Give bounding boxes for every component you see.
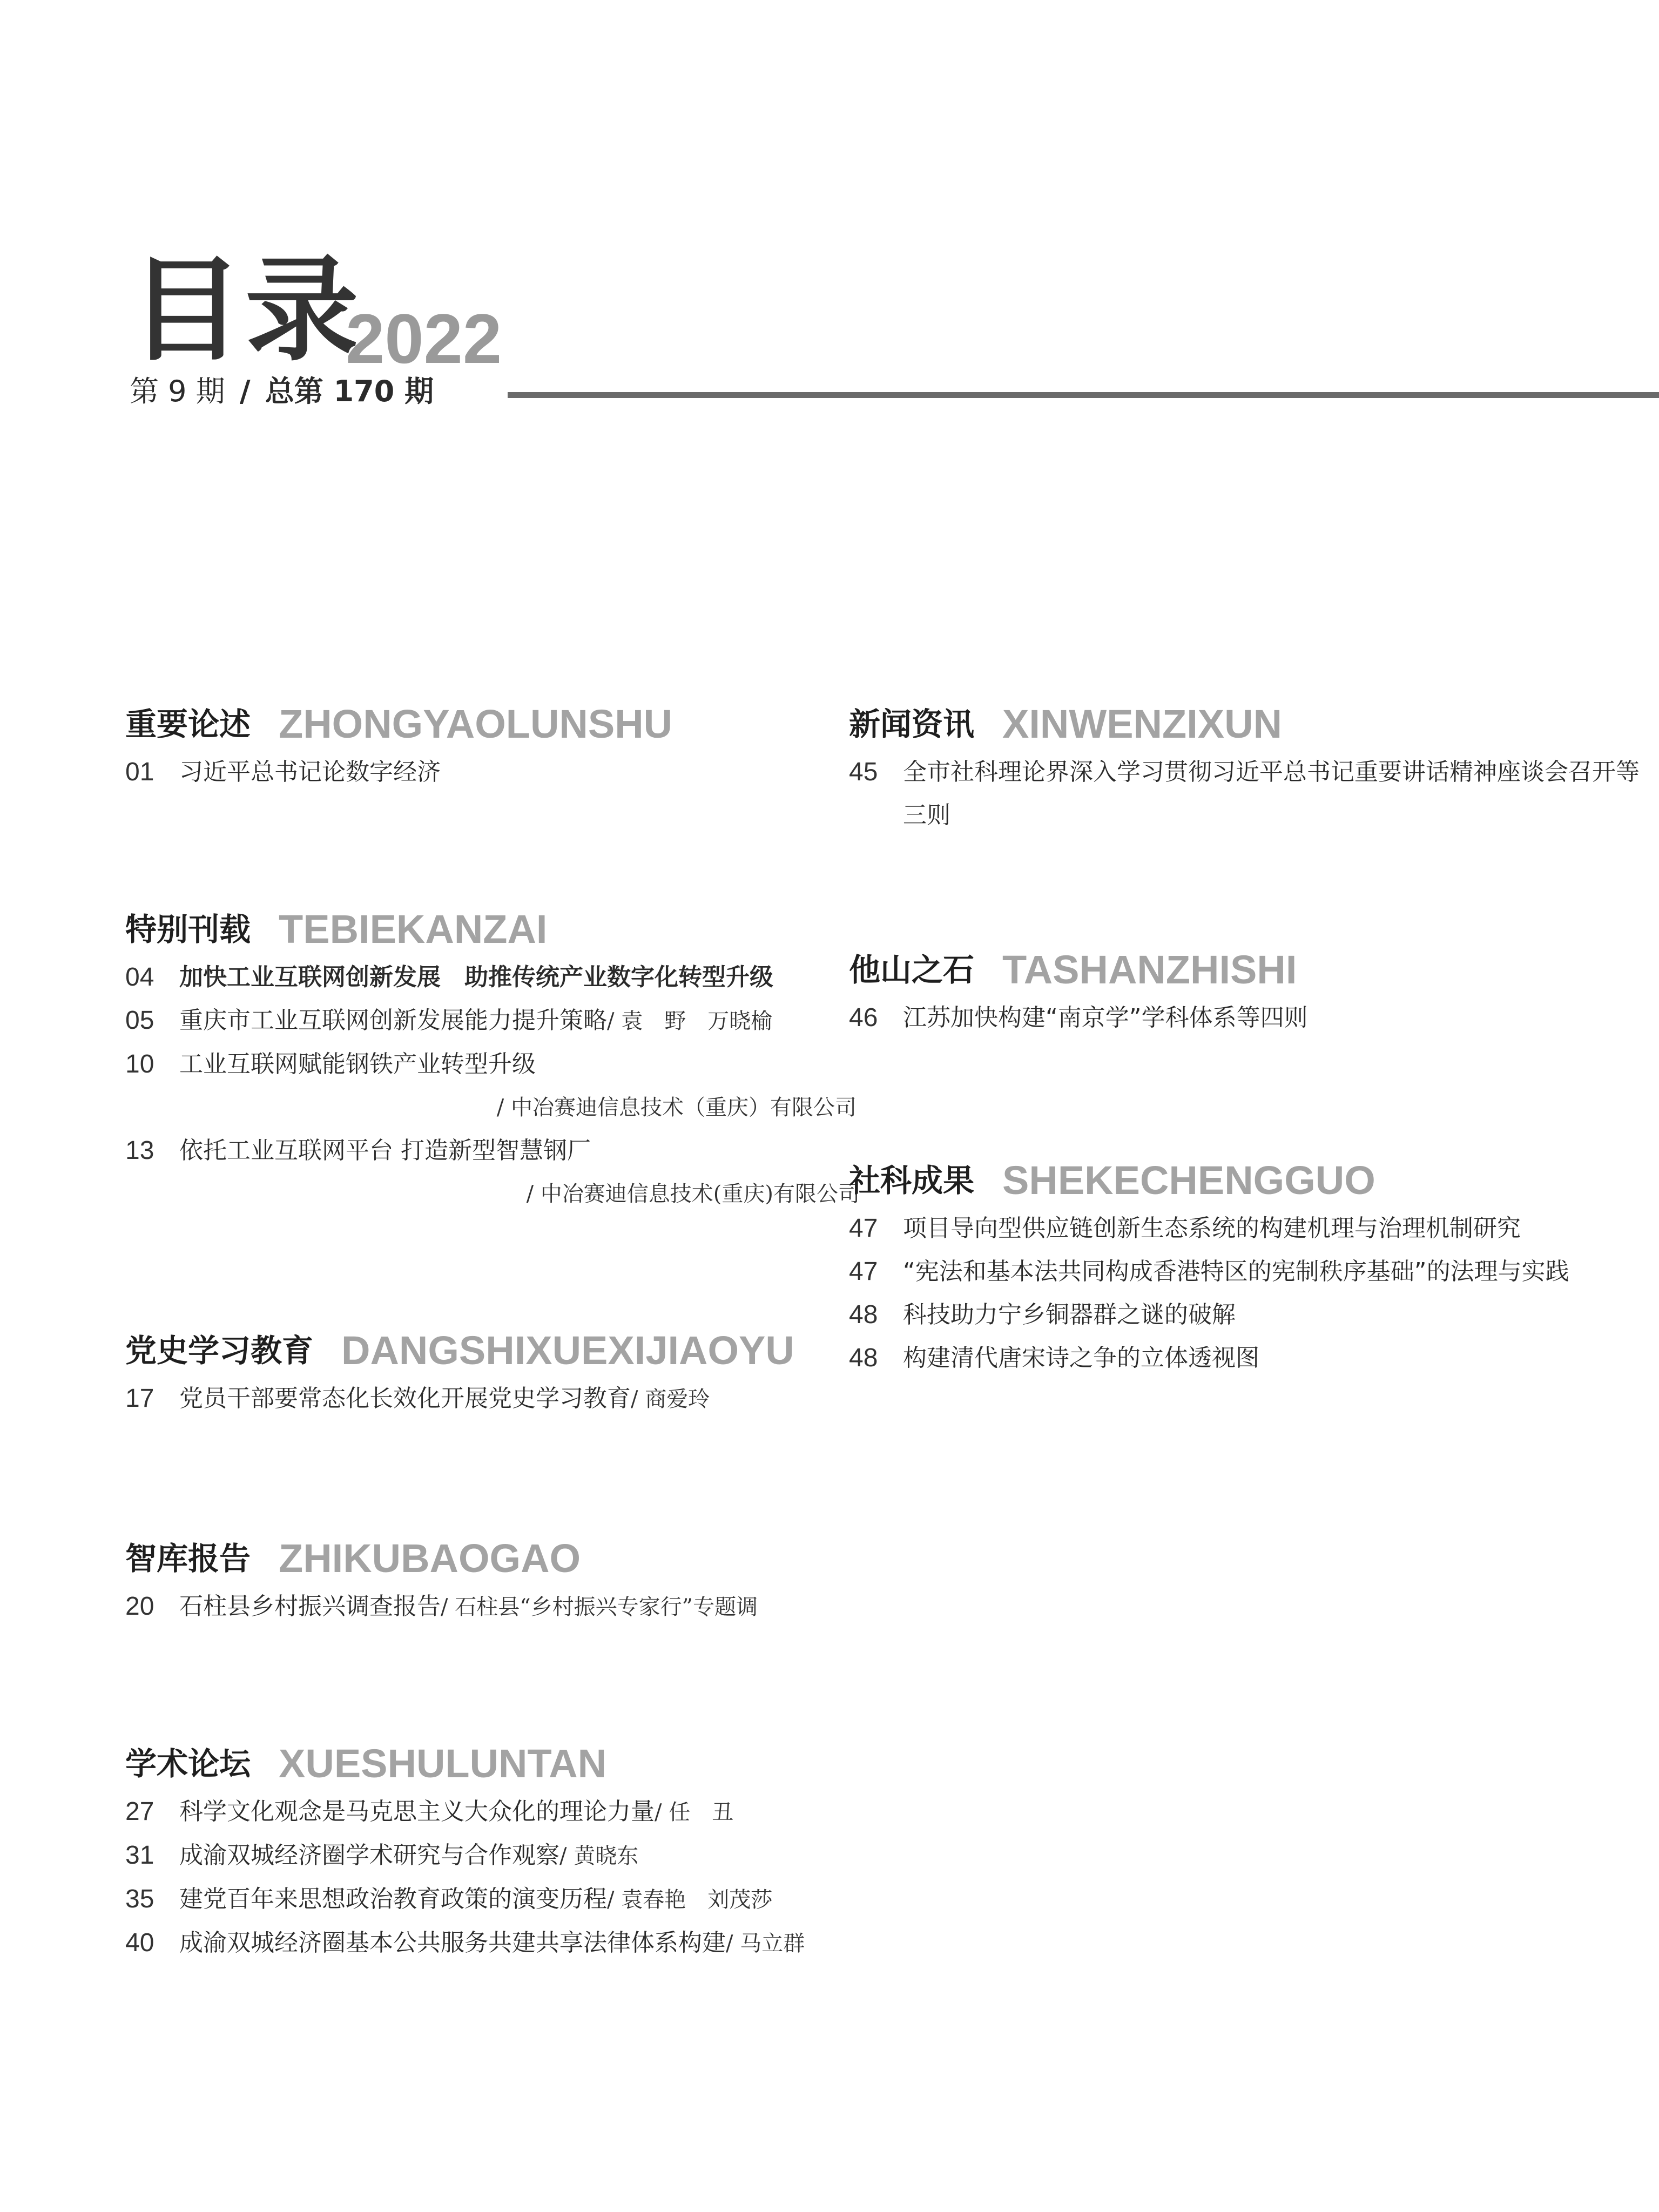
article-author: / 任 丑 [655,1800,734,1825]
page-number: 47 [849,1214,878,1243]
page-number: 10 [125,1050,154,1078]
section-header [849,697,1659,751]
article-author: / 中冶赛迪信息技术(重庆)有限公司 [526,1182,860,1206]
article-title: 成渝双城经济圈学术研究与合作观察 [179,1842,559,1869]
toc-entry[interactable] [125,1790,844,1834]
section-zhongyaolunshu [125,697,844,794]
article-title: 科学文化观念是马克思主义大众化的理论力量 [179,1798,655,1825]
total-issue-number: 总第 170 期 [265,374,434,408]
section-xueshuluntan [125,1736,844,1965]
section-xinwenzixun [849,697,1659,837]
page-number: 04 [125,963,154,992]
page-number: 05 [125,1006,154,1035]
section-title-cn: 智库报告 [125,1540,251,1577]
article-title: 项目导向型供应链创新生态系统的构建机理与治理机制研究 [903,1215,1521,1242]
article-title-continued: 三则 [903,801,950,829]
section-title-cn: 党史学习教育 [125,1332,314,1369]
section-title-cn: 重要论述 [125,705,251,743]
article-author: / 中冶赛迪信息技术（重庆）有限公司 [496,1095,857,1120]
toc-entry[interactable] [849,1250,1659,1293]
section-tebiekanzai [125,902,860,1216]
article-author: / 袁 野 万晓榆 [607,1009,773,1034]
toc-entry[interactable] [125,999,844,1043]
article-author: / 马立群 [726,1931,805,1956]
section-shekechengguo [849,1153,1659,1380]
section-header [849,1153,1659,1207]
article-title: 石柱县乡村振兴调查报告 [179,1593,441,1620]
article-title: 成渝双城经济圈基本公共服务共建共享法律体系构建 [179,1929,726,1957]
toc-entry[interactable] [125,1377,844,1421]
section-header [125,1323,844,1377]
toc-entry[interactable] [849,1207,1659,1250]
section-header [125,1736,844,1790]
section-tashanzhishi [849,942,1659,1040]
section-title-cn: 特别刊载 [125,911,251,948]
issue-number: 第 9 期 [130,374,225,408]
article-author: / 商爱玲 [631,1387,710,1412]
section-title-cn: 他山之石 [849,951,975,988]
section-title-en: ZHONGYAOLUNSHU [279,701,673,746]
page-number: 40 [125,1928,154,1957]
article-author: / 黄晓东 [559,1844,639,1869]
toc-entry[interactable] [125,956,844,999]
page-number: 01 [125,758,154,786]
article-title: 党员干部要常态化长效化开展党史学习教育 [179,1385,631,1412]
article-author: / 袁春艳 刘茂莎 [607,1887,773,1912]
article-title: 加快工业互联网创新发展 助推传统产业数字化转型升级 [179,963,773,991]
article-title: 建党百年来思想政治教育政策的演变历程 [179,1885,607,1913]
article-title: 江苏加快构建“南京学”学科体系等四则 [903,1004,1308,1031]
page-number: 27 [125,1797,154,1826]
page-number: 46 [849,1003,878,1032]
page-number: 45 [849,758,878,786]
article-title: “宪法和基本法共同构成香港特区的宪制秩序基础”的法理与实践 [903,1258,1569,1285]
issue-info [130,374,434,408]
section-dangshixuexijiaoyu [125,1323,844,1421]
page-number: 31 [125,1841,154,1870]
article-author: / 石柱县“乡村振兴专家行”专题调 [441,1595,758,1620]
section-title-cn: 学术论坛 [125,1745,251,1782]
toc-entry[interactable] [849,1337,1659,1380]
article-title: 重庆市工业互联网创新发展能力提升策略 [179,1007,607,1034]
page-number: 48 [849,1344,878,1372]
section-title-en: XUESHULUNTAN [279,1741,607,1786]
article-title: 全市社科理论界深入学习贯彻习近平总书记重要讲话精神座谈会召开等 [903,758,1640,786]
section-header [125,1531,844,1585]
section-title-cn: 新闻资讯 [849,705,975,743]
toc-entry[interactable] [849,996,1659,1040]
section-header [125,902,844,956]
article-title: 构建清代唐宋诗之争的立体透视图 [903,1344,1259,1372]
page-number: 13 [125,1136,154,1165]
page-number: 17 [125,1384,154,1413]
section-zhikubaogao [125,1531,844,1629]
article-title: 习近平总书记论数字经济 [179,758,441,786]
section-title-en: SHEKECHENGGUO [1002,1157,1375,1203]
toc-entry[interactable] [849,1293,1659,1337]
page-title: 目录 [130,244,361,376]
article-title: 工业互联网赋能钢铁产业转型升级 [179,1050,536,1078]
page-number: 48 [849,1300,878,1329]
toc-entry[interactable] [125,1129,860,1216]
issue-separator: / [239,374,251,408]
section-title-en: XINWENZIXUN [1002,701,1283,746]
section-title-en: ZHIKUBAOGAO [279,1535,581,1581]
toc-entry[interactable] [125,751,844,794]
page-number: 20 [125,1592,154,1621]
section-title-en: DANGSHIXUEXIJIAOYU [341,1327,794,1373]
article-title: 依托工业互联网平台 打造新型智慧钢厂 [179,1137,591,1164]
article-title: 科技助力宁乡铜器群之谜的破解 [903,1301,1236,1328]
page-number: 35 [125,1885,154,1913]
toc-entry[interactable] [125,1921,844,1965]
page-number: 47 [849,1257,878,1286]
section-title-cn: 社科成果 [849,1162,975,1199]
section-header [125,697,844,751]
issue-year: 2022 [346,299,502,378]
header-rule [508,392,1659,398]
section-title-en: TEBIEKANZAI [279,906,548,952]
section-header [849,942,1659,996]
toc-entry[interactable] [849,751,1659,837]
section-title-en: TASHANZHISHI [1002,947,1297,992]
toc-entry[interactable] [125,1878,844,1921]
toc-entry[interactable] [125,1834,844,1878]
toc-entry[interactable] [125,1585,844,1629]
toc-entry[interactable] [125,1043,857,1129]
